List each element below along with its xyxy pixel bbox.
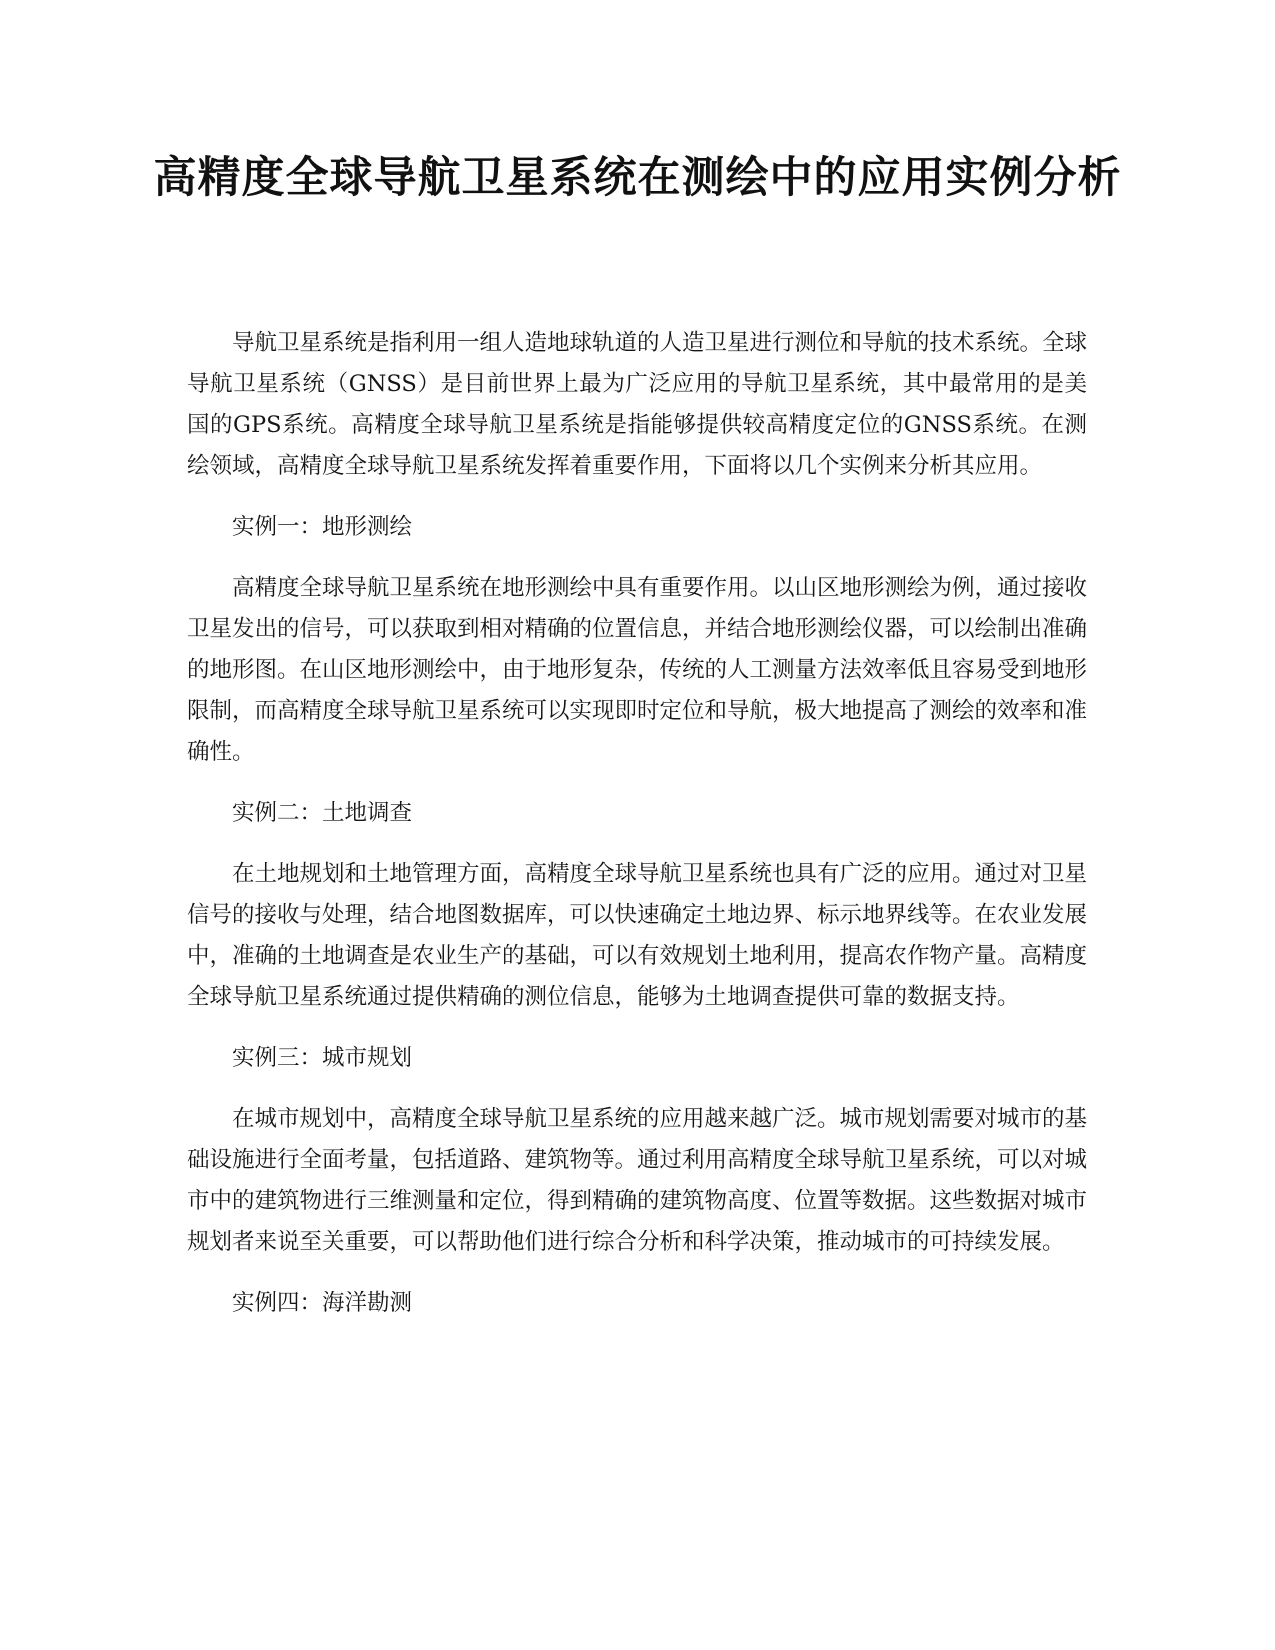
- section-heading-land-survey: 实例二：土地调查: [232, 800, 413, 826]
- section-heading-marine-survey: 实例四：海洋勘测: [232, 1290, 413, 1316]
- section-paragraph-land-survey: 在土地规划和土地管理方面，高精度全球导航卫星系统也具有广泛的应用。通过对卫星信号的接收与处理，结合地图数据库，可以快速确定土地边界、标示地界线等。在农业发展中，准确的土地调查是农业生产的基础，可以有效规划土地利用，提高农作物产量。高精度全球导航卫星系统通过提供精确的测位信息，能够为土地调查提供可靠的数据支持。: [187, 861, 1088, 1010]
- section-paragraph-terrain-mapping: 高精度全球导航卫星系统在地形测绘中具有重要作用。以山区地形测绘为例，通过接收卫星发出的信号，可以获取到相对精确的位置信息，并结合地形测绘仪器，可以绘制出准确的地形图。在山区地形测绘中，由于地形复杂，传统的人工测量方法效率低且容易受到地形限制，而高精度全球导航卫星系统可以实现即时定位和导航，极大地提高了测绘的效率和准确性。: [187, 575, 1088, 765]
- document-title: 高精度全球导航卫星系统在测绘中的应用实例分析: [153, 153, 1122, 203]
- section-heading-urban-planning: 实例三：城市规划: [232, 1045, 413, 1071]
- section-paragraph-urban-planning: 在城市规划中，高精度全球导航卫星系统的应用越来越广泛。城市规划需要对城市的基础设施进行全面考量，包括道路、建筑物等。通过利用高精度全球导航卫星系统，可以对城市中的建筑物进行三维测量和定位，得到精确的建筑物高度、位置等数据。这些数据对城市规划者来说至关重要，可以帮助他们进行综合分析和科学决策，推动城市的可持续发展。: [187, 1106, 1088, 1255]
- section-heading-terrain-mapping: 实例一：地形测绘: [232, 514, 413, 540]
- document-body: [187, 323, 1087, 1344]
- intro-paragraph: 导航卫星系统是指利用一组人造地球轨道的人造卫星进行测位和导航的技术系统。全球导航卫星系统（GNSS）是目前世界上最为广泛应用的导航卫星系统，其中最常用的是美国的GPS系统。高精度全球导航卫星系统是指能够提供较高精度定位的GNSS系统。在测绘领域，高精度全球导航卫星系统发挥着重要作用，下面将以几个实例来分析其应用。: [187, 330, 1088, 479]
